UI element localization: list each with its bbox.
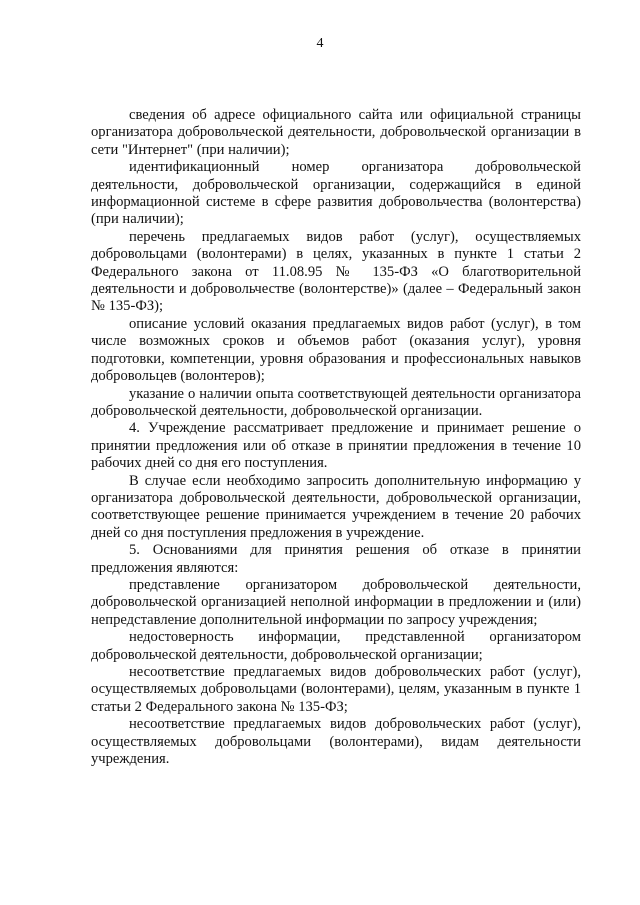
paragraph-additional-info: В случае если необходимо запросить дополнительную информацию у организатора добровольческой деятельности, добровольческой организации, соответствующее решение принимается учреждением в течение 20 рабочих дней со дня поступления предложения в учреждение.: [91, 472, 581, 541]
paragraph-website-info: сведения об адресе официального сайта или официальной страницы организатора добровольческой деятельности, добровольческой организации в сети "Интернет" (при наличии);: [91, 107, 581, 158]
paragraph-list-of-works: перечень предлагаемых видов работ (услуг), осуществляемых добровольцами (волонтерами) в целях, указанных в пункте 1 статьи 2 Федерального закона от 11.08.95 № 135-ФЗ «О благотворительной деятельности и добровольчестве (волонтерстве)» (далее – Федеральный закон № 135-ФЗ);: [91, 228, 581, 315]
paragraph-incomplete-info: представление организатором добровольческой деятельности, добровольческой организацией неполной информации в предложении и (или) непредставление дополнительной информации по запросу учреждения;: [91, 576, 581, 628]
paragraph-experience: указание о наличии опыта соответствующей деятельности организатора добровольческой деятельности, добровольческой организации.: [91, 385, 581, 419]
paragraph-mismatch-goals: несоответствие предлагаемых видов добровольческих работ (услуг), осуществляемых добровольцами (волонтерами), целям, указанным в пункте 1 статьи 2 Федерального закона № 135-ФЗ;: [91, 664, 581, 715]
page-number: 4: [316, 36, 324, 51]
paragraph-identification-number: идентификационный номер организатора добровольческой деятельности, добровольческой организации, содержащийся в единой информационной системе в сфере развития добровольчества (волонтерства) (при наличии);: [91, 159, 581, 228]
paragraph-item-4: 4. Учреждение рассматривает предложение и принимает решение о принятии предложения или об отказе в принятии предложения в течение 10 рабочих дней со дня его поступления.: [91, 420, 581, 472]
document-body: [91, 107, 581, 768]
paragraph-item-5: 5. Основаниями для принятия решения об отказе в принятии предложения являются:: [91, 542, 581, 576]
paragraph-unreliable-info: недостоверность информации, представленной организатором добровольческой деятельности, добровольческой организации;: [91, 629, 581, 663]
paragraph-conditions-description: описание условий оказания предлагаемых видов работ (услуг), в том числе возможных сроков и объемов работ (оказания услуг), уровня подготовки, компетенции, уровня образования и профессиональных навыков добровольцев (волонтеров);: [91, 315, 581, 385]
paragraph-mismatch-activities: несоответствие предлагаемых видов добровольческих работ (услуг), осуществляемых добровольцами (волонтерами), видам деятельности учреждения.: [91, 716, 581, 768]
